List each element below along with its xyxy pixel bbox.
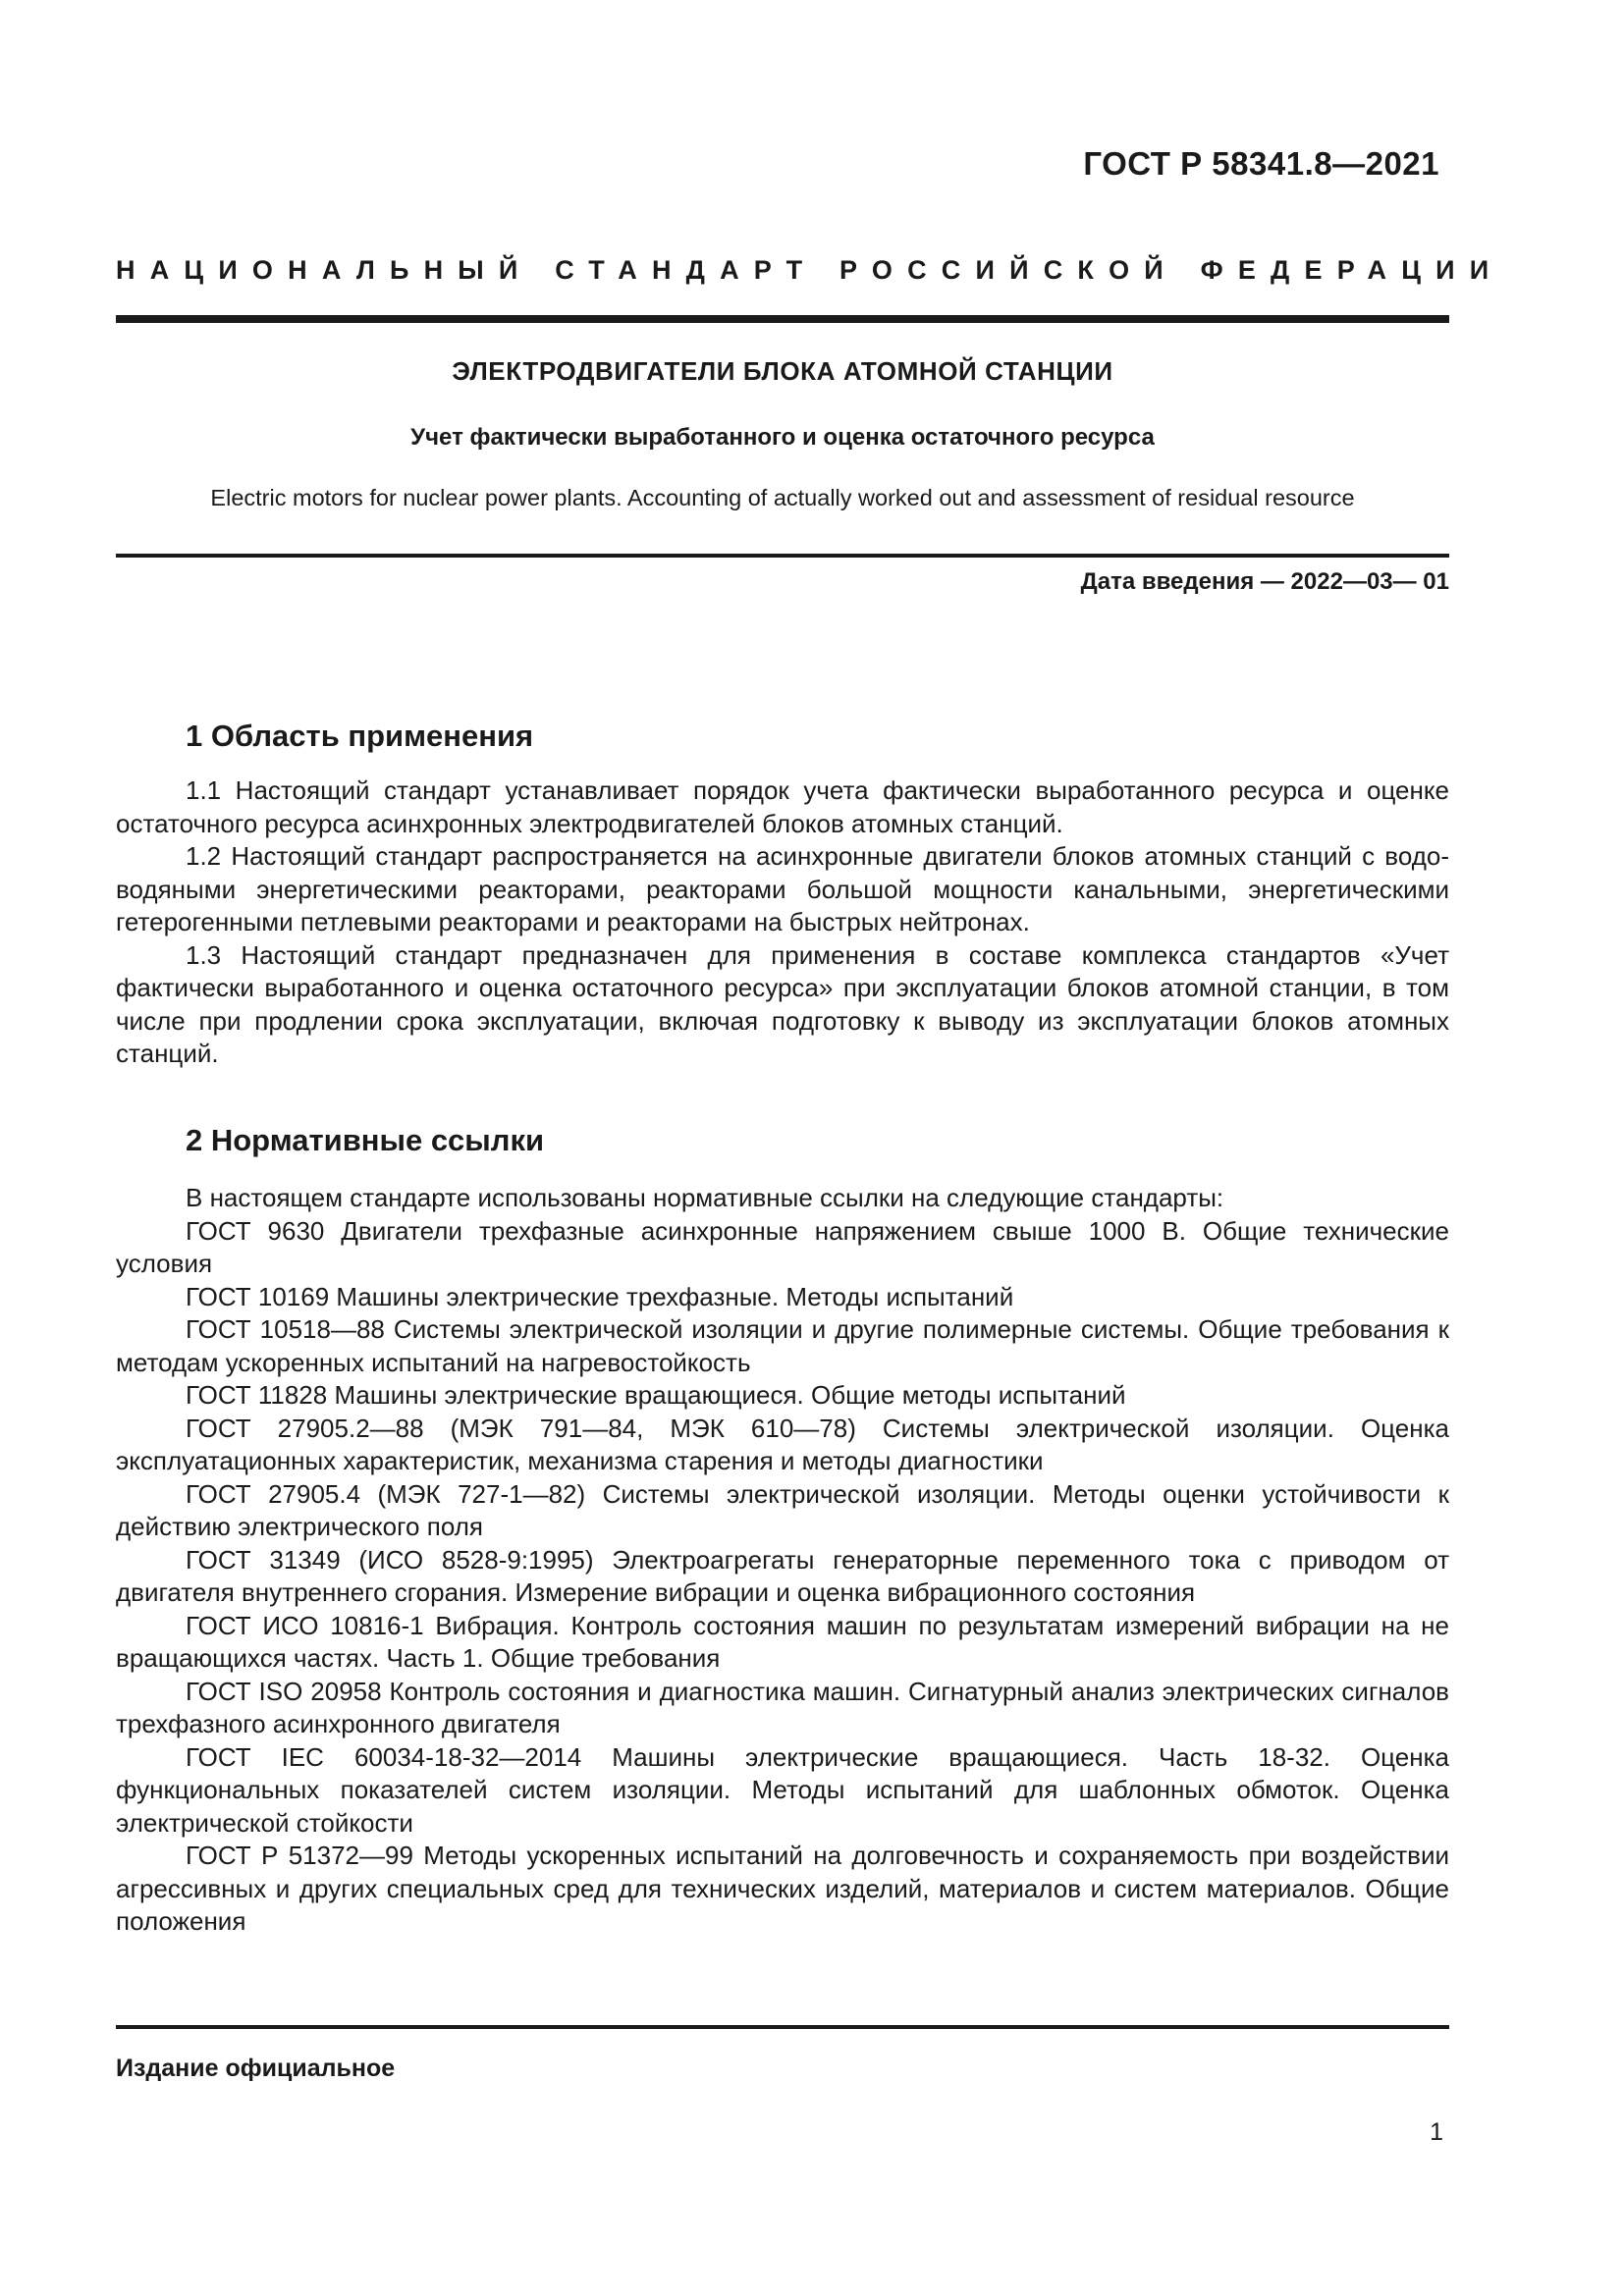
page-number: 1 <box>1430 2118 1443 2146</box>
english-title: Electric motors for nuclear power plants. Accounting of actually worked out and assessment of residual resource <box>210 485 1355 510</box>
reference-item: ГОСТ 11828 Машины электрические вращающиеся. Общие методы испытаний <box>186 1380 1126 1410</box>
national-standard-title: НАЦИОНАЛЬНЫЙ СТАНДАРТ РОССИЙСКОЙ ФЕДЕРАЦИИ <box>116 255 1504 285</box>
footer-rule <box>116 2025 1449 2029</box>
introduction-date: Дата введения — 2022—03— 01 <box>1080 568 1449 595</box>
reference-item: ГОСТ 10518—88 Системы электрической изоляции и другие полимерные системы. Общие требования к методам ускоренных испытаний на нагревостойкость <box>116 1314 1449 1377</box>
standard-number: ГОСТ Р 58341.8—2021 <box>1083 145 1439 182</box>
official-edition-label: Издание официальное <box>116 2055 396 2082</box>
reference-item: ГОСТ ИСО 10816-1 Вибрация. Контроль состояния машин по результатам измерений вибрации на не вращающихся частях. Часть 1. Общие требования <box>116 1610 1449 1673</box>
paragraph: 1.1 Настоящий стандарт устанавливает порядок учета фактически выработанного ресурса и оценке остаточного ресурса асинхронных электродвигателей блоков атомных станций. <box>116 775 1449 838</box>
reference-item: ГОСТ 31349 (ИСО 8528-9:1995) Электроагрегаты генераторные переменного тока с приводом от двигателя внутреннего сгорания. Измерение вибрации и оценка вибрационного состояния <box>116 1544 1449 1607</box>
section-scope <box>116 714 1449 1071</box>
reference-item: ГОСТ ISO 20958 Контроль состояния и диагностика машин. Сигнатурный анализ электрических сигналов трехфазного асинхронного двигателя <box>116 1676 1449 1738</box>
document-subtitle: Учет фактически выработанного и оценка остаточного ресурса <box>410 424 1155 451</box>
section-heading: 2 Нормативные ссылки <box>186 1123 545 1157</box>
paragraph: В настоящем стандарте использованы нормативные ссылки на следующие стандарты: <box>186 1183 1224 1212</box>
reference-item: ГОСТ 10169 Машины электрические трехфазные. Методы испытаний <box>186 1281 1014 1311</box>
reference-item: ГОСТ 27905.4 (МЭК 727-1—82) Системы электрической изоляции. Методы оценки устойчивости к действию электрического поля <box>116 1478 1449 1541</box>
paragraph: 1.3 Настоящий стандарт предназначен для применения в составе комплекса стандартов «Учет фактически выработанного и оценка остаточного ресурса» при эксплуатации блоков атомной станции, в том числе при продлении срока эксплуатации, включая подготовку к выводу из эксплуатации блоков атомных станций. <box>116 939 1449 1068</box>
document-title: ЭЛЕКТРОДВИГАТЕЛИ БЛОКА АТОМНОЙ СТАНЦИИ <box>452 356 1113 386</box>
section-normative-references <box>116 1118 1449 1939</box>
section-heading: 1 Область применения <box>186 719 534 753</box>
title-rule <box>116 554 1449 558</box>
paragraph: 1.2 Настоящий стандарт распространяется на асинхронные двигатели блоков атомных станций с водо-водяными энергетическими реакторами, реакторами большой мощности канальными, энергетическими гетерогенными петлевыми реакторами и реакторами на быстрых нейтронах. <box>116 841 1449 936</box>
reference-item: ГОСТ IEC 60034-18-32—2014 Машины электрические вращающиеся. Часть 18-32. Оценка функциональных показателей систем изоляции. Методы испытаний для шаблонных обмоток. Оценка электрической стойкости <box>116 1741 1449 1838</box>
reference-item: ГОСТ 9630 Двигатели трехфазные асинхронные напряжением свыше 1000 В. Общие технические условия <box>116 1215 1449 1278</box>
reference-item: ГОСТ 27905.2—88 (МЭК 791—84, МЭК 610—78) Системы электрической изоляции. Оценка эксплуатационных характеристик, механизма старения и методы диагностики <box>116 1413 1449 1475</box>
top-rule <box>116 315 1449 323</box>
reference-item: ГОСТ Р 51372—99 Методы ускоренных испытаний на долговечность и сохраняемость при воздействии агрессивных и других специальных сред для технических изделий, материалов и систем материалов. Общие положения <box>116 1841 1449 1936</box>
